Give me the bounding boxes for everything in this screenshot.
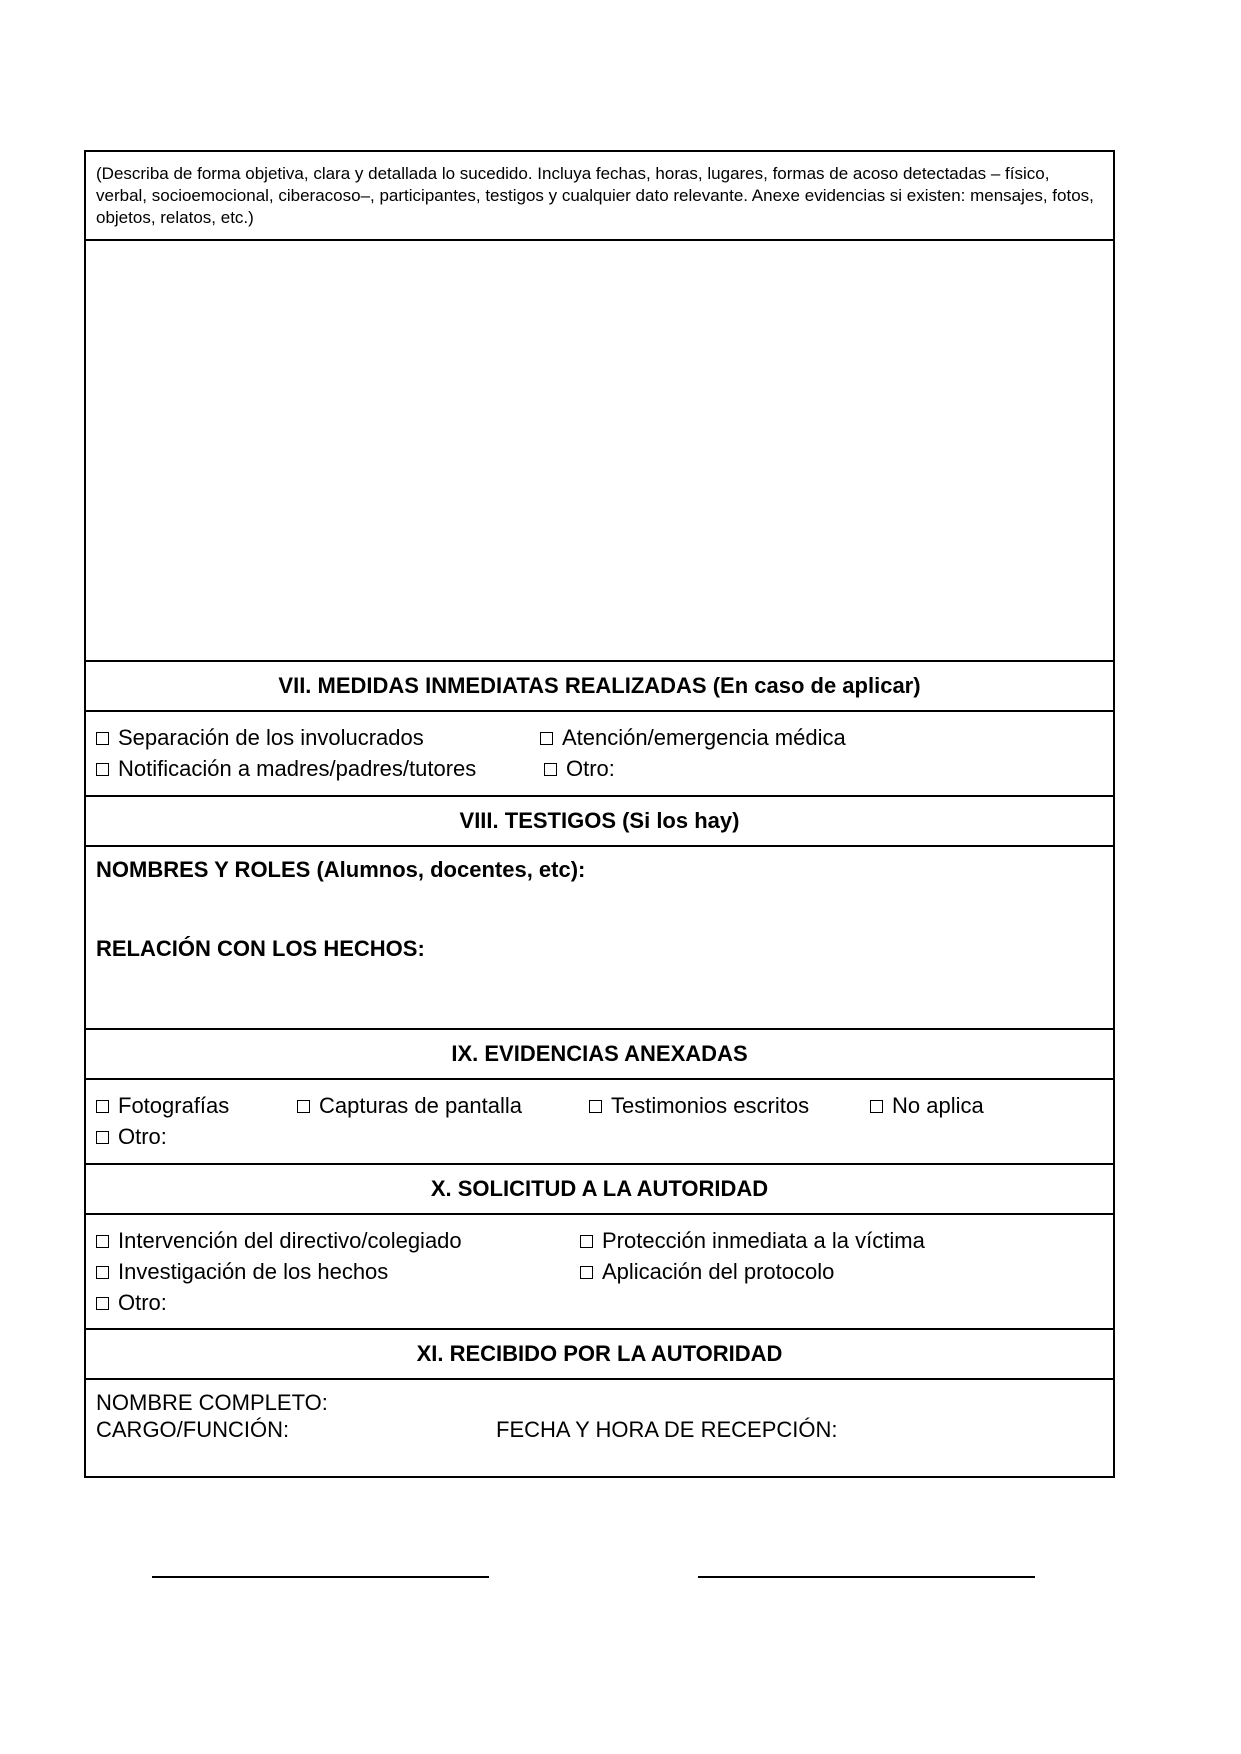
section-vii-header [86, 662, 1113, 712]
description-instructions: (Describa de forma objetiva, clara y detallada lo sucedido. Incluya fechas, horas, lugares, formas de acoso detectadas – físico, verbal, socioemocional, ciberacoso–, participantes, testigos y cualquier dato relevante. Anexe evidencias si existen: mensajes, fotos, objetos, relatos, etc.) [96, 164, 1094, 227]
reception-datetime-label: FECHA Y HORA DE RECEPCIÓN: [496, 1417, 838, 1442]
section-x-title: X. SOLICITUD A LA AUTORIDAD [430, 1176, 769, 1201]
section-ix-options [86, 1080, 1113, 1165]
section-ix-title: IX. EVIDENCIAS ANEXADAS [451, 1041, 748, 1066]
checkbox-atencion-medica[interactable]: Atención/emergencia médica [540, 723, 846, 753]
section-x-options [86, 1215, 1113, 1330]
full-name-label: NOMBRE COMPLETO: [96, 1390, 328, 1415]
section-viii-body[interactable] [86, 847, 1113, 1030]
section-x-header [86, 1165, 1113, 1215]
section-vii-title: VII. MEDIDAS INMEDIATAS REALIZADAS (En caso de aplicar) [278, 673, 921, 698]
checkbox-no-aplica[interactable]: No aplica [870, 1091, 984, 1121]
section-xi-body[interactable] [86, 1380, 1113, 1476]
checkbox-testimonios[interactable]: Testimonios escritos [589, 1091, 809, 1121]
checkbox-fotografias[interactable]: Fotografías [96, 1091, 229, 1121]
checkbox-investigacion[interactable]: Investigación de los hechos [96, 1257, 388, 1287]
position-label: CARGO/FUNCIÓN: [96, 1417, 290, 1442]
description-instructions-row [86, 152, 1113, 241]
signature-line-right[interactable] [698, 1576, 1035, 1578]
names-roles-label: NOMBRES Y ROLES (Alumnos, docentes, etc): [96, 857, 586, 882]
checkbox-icon [544, 763, 557, 776]
checkbox-icon [870, 1100, 883, 1113]
checkbox-separacion[interactable]: Separación de los involucrados [96, 723, 424, 753]
checkbox-otro-x[interactable]: Otro: [96, 1288, 167, 1318]
checkbox-icon [297, 1100, 310, 1113]
checkbox-icon [96, 732, 109, 745]
checkbox-icon [580, 1235, 593, 1248]
incident-report-form [84, 150, 1115, 1478]
section-ix-header [86, 1030, 1113, 1080]
checkbox-otro-ix[interactable]: Otro: [96, 1122, 167, 1152]
checkbox-capturas[interactable]: Capturas de pantalla [297, 1091, 522, 1121]
checkbox-otro-vii[interactable]: Otro: [544, 754, 615, 784]
description-textarea[interactable] [86, 241, 1113, 662]
section-xi-header [86, 1330, 1113, 1380]
checkbox-icon [96, 1235, 109, 1248]
signature-line-left[interactable] [152, 1576, 489, 1578]
relation-label: RELACIÓN CON LOS HECHOS: [96, 936, 425, 961]
section-viii-title: VIII. TESTIGOS (Si los hay) [459, 808, 740, 833]
checkbox-notificacion[interactable]: Notificación a madres/padres/tutores [96, 754, 476, 784]
checkbox-icon [540, 732, 553, 745]
checkbox-icon [96, 1297, 109, 1310]
checkbox-icon [96, 763, 109, 776]
checkbox-icon [96, 1266, 109, 1279]
checkbox-aplicacion-protocolo[interactable]: Aplicación del protocolo [580, 1257, 834, 1287]
checkbox-icon [96, 1100, 109, 1113]
section-xi-title: XI. RECIBIDO POR LA AUTORIDAD [416, 1341, 783, 1366]
section-viii-header [86, 797, 1113, 847]
checkbox-icon [96, 1131, 109, 1144]
checkbox-proteccion[interactable]: Protección inmediata a la víctima [580, 1226, 925, 1256]
checkbox-intervencion[interactable]: Intervención del directivo/colegiado [96, 1226, 462, 1256]
checkbox-icon [580, 1266, 593, 1279]
checkbox-icon [589, 1100, 602, 1113]
section-vii-options [86, 712, 1113, 797]
